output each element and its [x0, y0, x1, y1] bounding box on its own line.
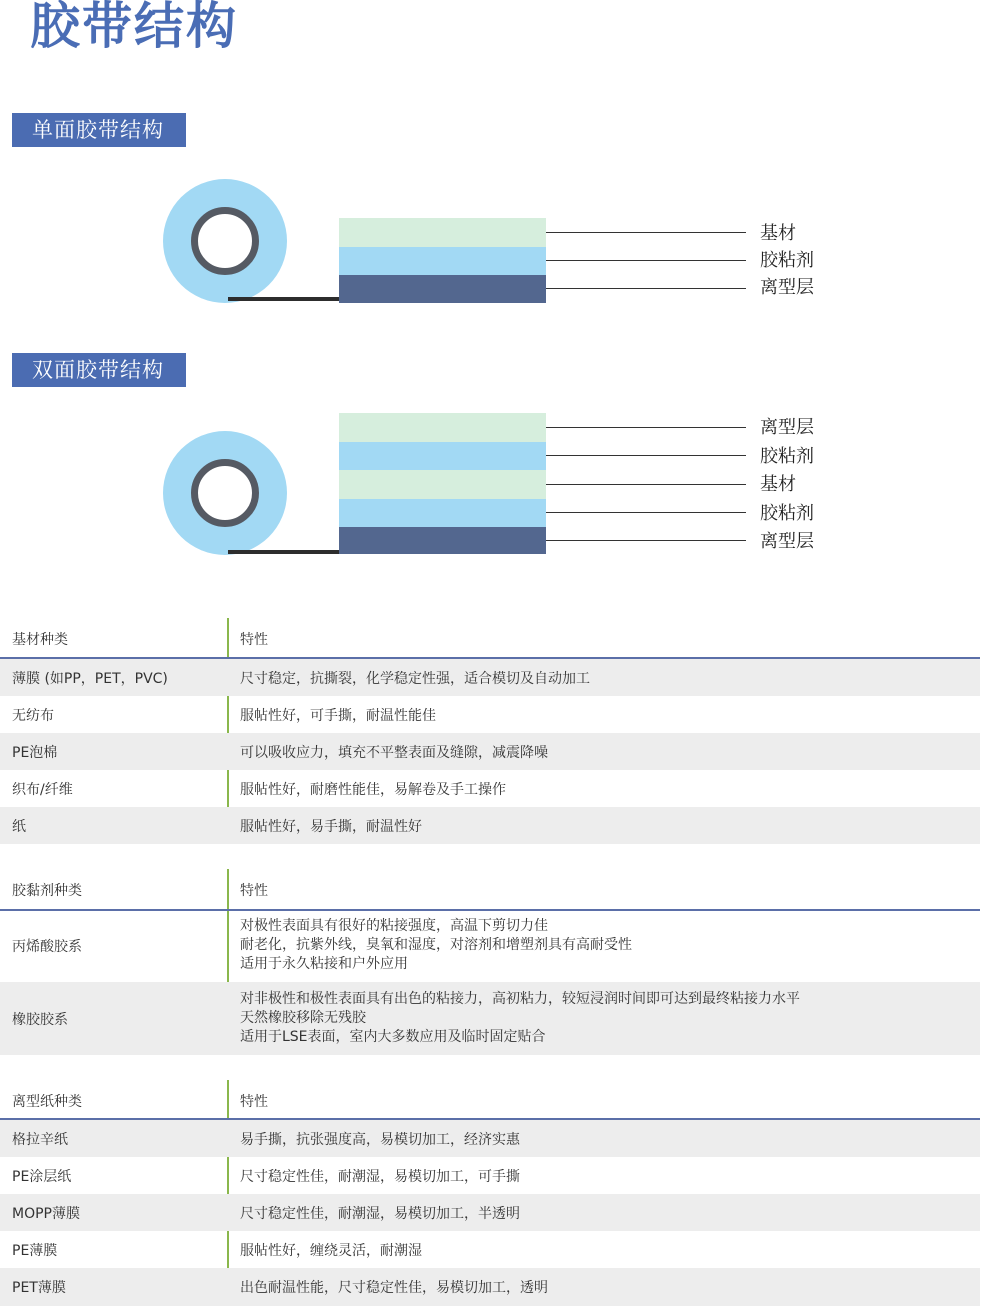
release-type-cell: PET薄膜	[12, 1280, 66, 1296]
release-type-cell: MOPP薄膜	[12, 1206, 80, 1222]
double-sided-section-label: 双面胶带结构	[12, 353, 186, 387]
table-row	[0, 1194, 980, 1231]
double-leader-line-1	[546, 427, 746, 428]
substrate-property-cell: 尺寸稳定，抗撕裂，化学稳定性强，适合模切及自动加工	[240, 671, 590, 687]
single-layer-substrate	[339, 218, 546, 247]
double-label-adhesive-top: 胶粘剂	[760, 446, 814, 467]
table-row	[0, 982, 980, 1055]
adhesive-property-cell	[240, 990, 800, 1047]
double-layer-release-top	[339, 413, 546, 442]
substrate-property-cell: 可以吸收应力，填充不平整表面及缝隙，减震降噪	[240, 745, 548, 761]
adhesive-property-line: 适用于LSE表面，室内大多数应用及临时固定贴合	[240, 1029, 546, 1045]
substrate-type-cell: 织布/纤维	[12, 782, 73, 798]
adhesive-property-line: 适用于永久粘接和户外应用	[240, 956, 408, 972]
single-label-adhesive: 胶粘剂	[760, 250, 814, 271]
table-row	[0, 770, 980, 807]
adhesive-header-property: 特性	[240, 883, 268, 899]
single-layer-release	[339, 275, 546, 303]
double-label-release-top: 离型层	[760, 417, 814, 438]
table-row	[0, 1120, 980, 1157]
double-layer-adhesive-bottom	[339, 499, 546, 527]
release-property-cell: 出色耐温性能，尺寸稳定性佳，易模切加工，透明	[240, 1280, 548, 1296]
single-leader-line-1	[546, 232, 746, 233]
release-type-cell: 格拉辛纸	[12, 1132, 68, 1148]
substrate-type-cell: 纸	[12, 819, 26, 835]
single-tape-tail	[228, 297, 340, 301]
double-layer-adhesive-top	[339, 442, 546, 470]
table-row	[0, 696, 980, 733]
adhesive-property-line: 对非极性和极性表面具有出色的粘接力，高初粘力，较短浸润时间即可达到最终粘接力水平	[240, 991, 800, 1007]
double-tape-roll	[163, 431, 287, 555]
table-row	[0, 1231, 980, 1268]
release-property-cell: 易手撕，抗张强度高，易模切加工，经济实惠	[240, 1132, 520, 1148]
single-label-substrate: 基材	[760, 223, 796, 244]
substrate-type-cell: PE泡棉	[12, 745, 58, 761]
release-property-cell: 尺寸稳定性佳，耐潮湿，易模切加工，半透明	[240, 1206, 520, 1222]
single-sided-section-label: 单面胶带结构	[12, 113, 186, 147]
substrate-type-cell: 薄膜 (如PP，PET，PVC)	[12, 671, 168, 687]
double-label-substrate: 基材	[760, 474, 796, 495]
table-row	[0, 733, 980, 770]
double-layer-release-bottom	[339, 527, 546, 554]
substrate-header-property: 特性	[240, 632, 268, 648]
substrate-property-cell: 服帖性好，耐磨性能佳，易解卷及手工操作	[240, 782, 506, 798]
double-label-adhesive-bottom: 胶粘剂	[760, 503, 814, 524]
release-type-cell: PE薄膜	[12, 1243, 58, 1259]
double-leader-line-5	[546, 540, 746, 541]
release-property-cell: 尺寸稳定性佳，耐潮湿，易模切加工，可手撕	[240, 1169, 520, 1185]
release-property-cell: 服帖性好，缠绕灵活，耐潮湿	[240, 1243, 422, 1259]
substrate-table-header	[0, 629, 980, 649]
table-row	[0, 911, 980, 982]
adhesive-property-line: 天然橡胶移除无残胶	[240, 1010, 366, 1026]
single-leader-line-3	[546, 288, 746, 289]
substrate-type-cell: 无纺布	[12, 708, 54, 724]
substrate-property-cell: 服帖性好，可手撕，耐温性能佳	[240, 708, 436, 724]
double-label-release-bottom: 离型层	[760, 531, 814, 552]
double-leader-line-2	[546, 455, 746, 456]
adhesive-type-cell: 橡胶胶系	[12, 1012, 68, 1028]
release-header-type: 离型纸种类	[12, 1094, 82, 1110]
release-table-header	[0, 1091, 980, 1111]
adhesive-header-type: 胶黏剂种类	[12, 883, 82, 899]
page-title: 胶带结构	[30, 0, 238, 55]
substrate-header-type: 基材种类	[12, 632, 68, 648]
release-type-cell: PE涂层纸	[12, 1169, 72, 1185]
adhesive-type-cell: 丙烯酸胶系	[12, 939, 82, 955]
single-label-release: 离型层	[760, 277, 814, 298]
adhesive-table-header	[0, 880, 980, 900]
double-tape-core	[191, 459, 259, 527]
adhesive-property-line: 耐老化，抗紫外线，臭氧和湿度，对溶剂和增塑剂具有高耐受性	[240, 937, 632, 953]
table-row	[0, 1157, 980, 1194]
table-row	[0, 1268, 980, 1306]
table-row	[0, 659, 980, 696]
adhesive-property-cell	[240, 917, 632, 974]
double-leader-line-4	[546, 512, 746, 513]
double-tape-tail	[228, 550, 340, 554]
single-tape-roll	[163, 179, 287, 303]
double-leader-line-3	[546, 484, 746, 485]
substrate-property-cell: 服帖性好，易手撕，耐温性好	[240, 819, 422, 835]
single-layer-adhesive	[339, 247, 546, 275]
double-layer-substrate	[339, 470, 546, 499]
release-header-property: 特性	[240, 1094, 268, 1110]
table-row	[0, 807, 980, 844]
single-leader-line-2	[546, 260, 746, 261]
adhesive-property-line: 对极性表面具有很好的粘接强度，高温下剪切力佳	[240, 918, 548, 934]
single-tape-core	[191, 207, 259, 275]
